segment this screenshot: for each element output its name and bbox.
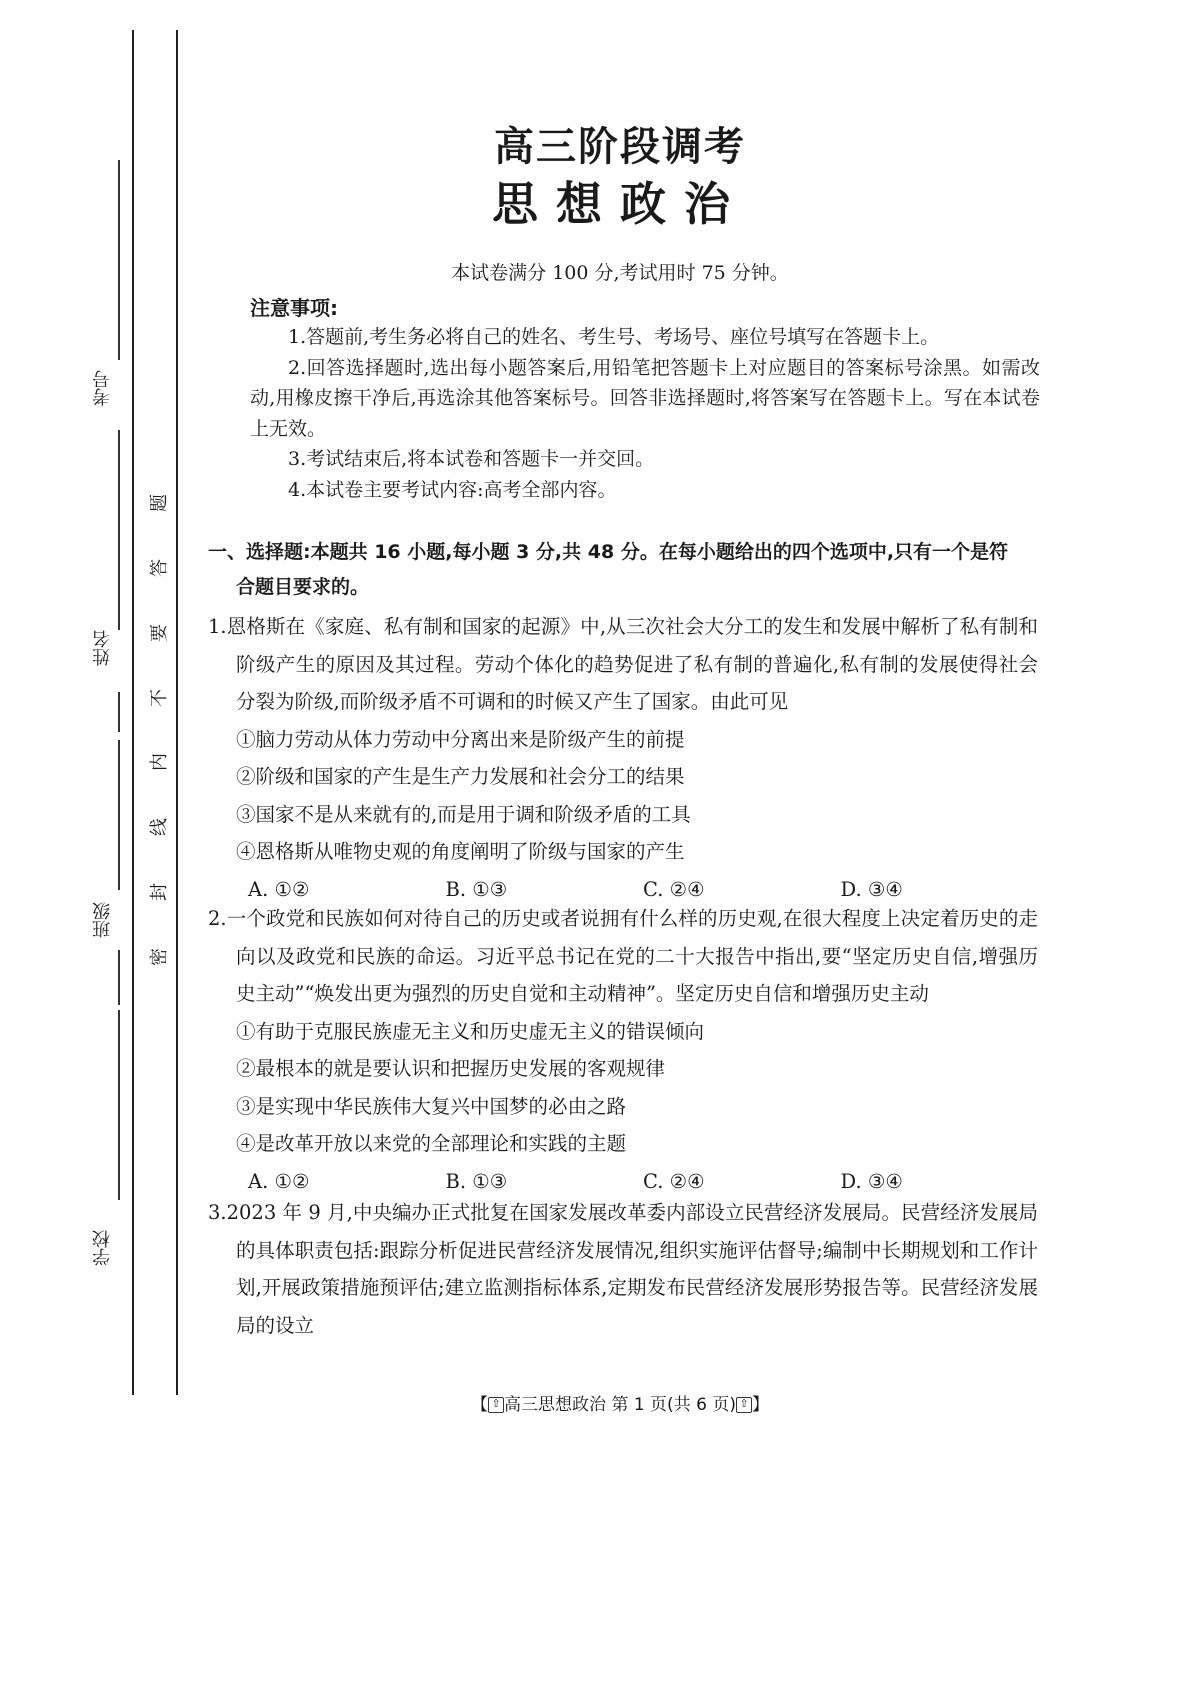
seal-char: 题 — [149, 494, 170, 512]
question-stem: 2.一个政党和民族如何对待自己的历史或者说拥有什么样的历史观,在很大程度上决定着历史的走向以及政党和民族的命运。习近平总书记在党的二十大报告中指出,要“坚定历史自信,增强历史主动”“焕发出更为强烈的历史自觉和主动精神”。坚定历史自信和增强历史主动 — [208, 907, 1038, 1005]
statement-option: ②最根本的就是要认识和把握历史发展的客观规律 — [236, 1057, 666, 1080]
choice-b: B. ①③ — [445, 877, 508, 901]
fill-line — [118, 430, 120, 630]
statement-option: ③国家不是从来就有的,而是用于调和阶级矛盾的工具 — [236, 802, 691, 826]
notice-item: 2.回答选择题时,选出每小题答案后,用铅笔把答题卡上对应题目的答案标号涂黑。如需改动,用橡皮擦干净后,再选涂其他答案标号。回答非选择题时,将答案写在答题卡上。写在本试卷上无效。 — [250, 356, 1040, 440]
subject-title: 思想政治 — [492, 177, 748, 231]
field-label: 考号 — [92, 370, 113, 406]
notice-item: 3.考试结束后,将本试卷和答题卡一并交回。 — [288, 448, 655, 470]
seal-char: 封 — [149, 883, 170, 902]
question-stem: 3.2023 年 9 月,中央编办正式批复在国家发展改革委内部设立民营经济发展局。民营经济发展局的具体职责包括:跟踪分析促进民营经济发展情况,组织实施评估督导;编制中长期规划和工作计划,开展政策措施预评估;建立监测指标体系,定期发布民营经济发展形势报告等。民营经济发展局的设立 — [208, 1201, 1038, 1337]
section-heading-line2: 合题目要求的。 — [236, 576, 370, 598]
fill-line — [118, 950, 120, 1005]
statement-option: ①脑力劳动从体力劳动中分离出来是阶级产生的前提 — [236, 727, 685, 751]
seal-char: 不 — [149, 688, 170, 707]
field-label: 姓名 — [92, 630, 113, 666]
exam-title: 高三阶段调考 — [494, 124, 746, 170]
question-stem: 1.恩格斯在《家庭、私有制和国家的起源》中,从三次社会大分工的发生和发展中解析了私有制和阶级产生的原因及其过程。劳动个体化的趋势促进了私有制的普遍化,私有制的发展使得社会分裂为阶级,而阶级矛盾不可调和的时候又产生了国家。由此可见 — [208, 615, 1038, 713]
field-label: 学校 — [92, 1230, 113, 1266]
choice-d: D. ③④ — [840, 1169, 903, 1193]
statement-option: ③是实现中华民族伟大复兴中国梦的必由之路 — [236, 1094, 627, 1118]
choice-b: B. ①③ — [445, 1169, 508, 1193]
question-2 — [208, 900, 1038, 1200]
choice-a: A. ①② — [248, 877, 310, 901]
choice-d: D. ③④ — [840, 877, 903, 901]
seal-char: 答 — [149, 558, 170, 577]
footer-bracket-close: 】 — [751, 1395, 769, 1415]
choice-c: C. ②④ — [643, 1169, 705, 1193]
seal-char: 内 — [149, 753, 170, 772]
statement-option: ②阶级和国家的产生是生产力发展和社会分工的结果 — [236, 765, 685, 788]
question-1 — [208, 608, 1038, 908]
exam-info: 本试卷满分 100 分,考试用时 75 分钟。 — [451, 262, 789, 284]
notice-item: 1.答题前,考生务必将自己的姓名、考生号、考场号、座位号填写在答题卡上。 — [288, 326, 940, 348]
section-heading-line1: 一、选择题:本题共 16 小题,每小题 3 分,共 48 分。在每小题给出的四个选项中,只有一个是符 — [208, 541, 1009, 563]
notice-item: 4.本试卷主要考试内容:高考全部内容。 — [288, 478, 617, 501]
fill-line — [118, 692, 120, 732]
up-arrow-icon: ⇧ — [488, 1397, 504, 1413]
section-heading — [208, 535, 1038, 605]
seal-char: 要 — [149, 623, 170, 642]
seal-char: 线 — [149, 818, 170, 837]
notice-heading: 注意事项: — [250, 296, 338, 320]
choice-a: A. ①② — [248, 1169, 310, 1193]
statement-option: ④恩格斯从唯物史观的角度阐明了阶级与国家的产生 — [236, 840, 685, 863]
field-label: 班级 — [92, 902, 113, 938]
fill-line — [118, 740, 120, 890]
binding-line-inner — [176, 30, 178, 1395]
field-class[interactable] — [88, 740, 128, 1000]
footer-text: 高三思想政治 第 1 页(共 6 页) — [504, 1395, 736, 1415]
question-3 — [208, 1194, 1038, 1344]
fill-line — [118, 1010, 120, 1200]
seal-line-warning — [145, 490, 171, 970]
notice-list — [250, 322, 1040, 505]
choice-c: C. ②④ — [643, 877, 705, 901]
up-arrow-icon: ⇧ — [736, 1397, 752, 1413]
field-school[interactable] — [88, 1010, 128, 1310]
field-name[interactable] — [88, 430, 128, 730]
footer-bracket-open: 【 — [471, 1395, 489, 1415]
page-footer — [0, 1390, 1200, 1415]
seal-char: 密 — [149, 947, 170, 966]
binding-line-outer — [132, 30, 134, 1395]
statement-option: ①有助于克服民族虚无主义和历史虚无主义的错误倾向 — [236, 1019, 705, 1043]
statement-option: ④是改革开放以来党的全部理论和实践的主题 — [236, 1132, 627, 1155]
